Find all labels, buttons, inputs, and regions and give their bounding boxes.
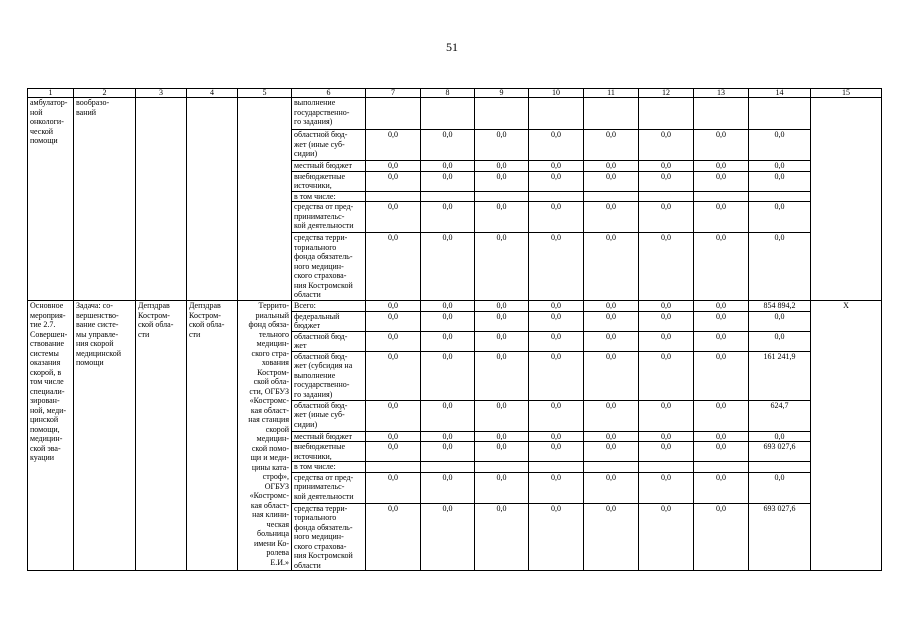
year-value-cell: 0,0 (584, 472, 639, 503)
total-value-cell: 161 241,9 (749, 351, 811, 400)
year-value-cell: 0,0 (529, 130, 584, 161)
year-value-cell: 0,0 (584, 331, 639, 351)
year-value-cell (639, 98, 694, 130)
year-value-cell: 0,0 (639, 202, 694, 233)
year-value-cell: 0,0 (529, 301, 584, 312)
column-number-cell: 9 (475, 89, 529, 98)
year-value-cell: 0,0 (584, 442, 639, 462)
budget-table (27, 88, 882, 571)
year-value-cell (529, 98, 584, 130)
year-value-cell: 0,0 (639, 431, 694, 442)
year-value-cell: 0,0 (421, 130, 475, 161)
year-value-cell: 0,0 (475, 400, 529, 431)
year-value-cell: 0,0 (639, 301, 694, 312)
merged-cell-c4: Депздрав Костром- ской обла- сти (187, 301, 238, 571)
year-value-cell: 0,0 (529, 503, 584, 571)
funding-source-label: средства терри- ториального фонда обязатель- ного медицин- ского страхова- ния Костромской области (292, 503, 366, 571)
funding-source-label: средства от пред- принимательс- кой деятельности (292, 472, 366, 503)
year-value-cell: 0,0 (529, 442, 584, 462)
year-value-cell: 0,0 (639, 161, 694, 172)
year-value-cell: 0,0 (694, 503, 749, 571)
year-value-cell: 0,0 (639, 311, 694, 331)
column-number-cell: 4 (187, 89, 238, 98)
year-value-cell: 0,0 (694, 233, 749, 301)
year-value-cell: 0,0 (639, 171, 694, 191)
funding-source-label: областной бюд- жет (субсидия на выполнение государственно- го задания) (292, 351, 366, 400)
year-value-cell (366, 191, 421, 202)
year-value-cell: 0,0 (421, 233, 475, 301)
year-value-cell (584, 191, 639, 202)
year-value-cell: 0,0 (694, 311, 749, 331)
year-value-cell: 0,0 (475, 233, 529, 301)
year-value-cell: 0,0 (584, 161, 639, 172)
year-value-cell: 0,0 (475, 161, 529, 172)
funding-source-label: областной бюд- жет (292, 331, 366, 351)
total-value-cell: 693 027,6 (749, 442, 811, 462)
year-value-cell: 0,0 (421, 311, 475, 331)
total-value-cell: 854 894,2 (749, 301, 811, 312)
year-value-cell: 0,0 (694, 431, 749, 442)
year-value-cell: 0,0 (529, 171, 584, 191)
column-number-cell: 14 (749, 89, 811, 98)
year-value-cell: 0,0 (475, 301, 529, 312)
column-number-cell: 1 (28, 89, 74, 98)
year-value-cell (694, 98, 749, 130)
funding-source-label: средства терри- ториального фонда обязатель- ного медицин- ского страхова- ния Костромской области (292, 233, 366, 301)
table-body (28, 89, 882, 571)
year-value-cell: 0,0 (421, 301, 475, 312)
year-value-cell: 0,0 (421, 472, 475, 503)
year-value-cell: 0,0 (639, 130, 694, 161)
total-value-cell: 0,0 (749, 311, 811, 331)
year-value-cell: 0,0 (584, 311, 639, 331)
year-value-cell: 0,0 (421, 400, 475, 431)
year-value-cell: 0,0 (694, 171, 749, 191)
year-value-cell (366, 462, 421, 473)
column-number-cell: 7 (366, 89, 421, 98)
year-value-cell (694, 191, 749, 202)
year-value-cell: 0,0 (639, 472, 694, 503)
year-value-cell: 0,0 (694, 161, 749, 172)
year-value-cell: 0,0 (475, 130, 529, 161)
funding-source-label: местный бюджет (292, 431, 366, 442)
merged-cell-c1: Основное мероприя- тие 2.7. Совершен- ствование системы оказания скорой, в том числе специали- зирован- ной, меди- цинской помощи, медицин- ской эва- куации (28, 301, 74, 571)
total-value-cell (749, 191, 811, 202)
year-value-cell: 0,0 (475, 311, 529, 331)
year-value-cell: 0,0 (639, 442, 694, 462)
year-value-cell: 0,0 (366, 351, 421, 400)
year-value-cell (584, 462, 639, 473)
year-value-cell (475, 191, 529, 202)
year-value-cell: 0,0 (584, 130, 639, 161)
column-number-row (28, 89, 882, 98)
year-value-cell: 0,0 (421, 351, 475, 400)
year-value-cell: 0,0 (529, 311, 584, 331)
column-number-cell: 12 (639, 89, 694, 98)
column-number-cell: 15 (811, 89, 882, 98)
funding-source-label: внебюджетные источники, (292, 171, 366, 191)
year-value-cell: 0,0 (584, 351, 639, 400)
year-value-cell (421, 191, 475, 202)
year-value-cell: 0,0 (366, 130, 421, 161)
total-value-cell: 0,0 (749, 331, 811, 351)
total-value-cell: 0,0 (749, 130, 811, 161)
total-value-cell (749, 462, 811, 473)
year-value-cell: 0,0 (694, 472, 749, 503)
column-number-cell: 11 (584, 89, 639, 98)
year-value-cell: 0,0 (639, 400, 694, 431)
year-value-cell: 0,0 (529, 202, 584, 233)
table-row (28, 98, 882, 130)
year-value-cell (694, 462, 749, 473)
year-value-cell: 0,0 (529, 400, 584, 431)
year-value-cell (366, 98, 421, 130)
table-row (28, 301, 882, 312)
year-value-cell: 0,0 (421, 202, 475, 233)
funding-source-label: областной бюд- жет (иные суб- сидии) (292, 400, 366, 431)
year-value-cell: 0,0 (475, 503, 529, 571)
year-value-cell: 0,0 (639, 503, 694, 571)
merged-cell-c5 (238, 98, 292, 301)
year-value-cell: 0,0 (421, 331, 475, 351)
column-number-cell: 10 (529, 89, 584, 98)
year-value-cell: 0,0 (529, 233, 584, 301)
year-value-cell: 0,0 (639, 233, 694, 301)
merged-cell-c2: Задача: со- вершенство- вание систе- мы управле- ния скорой медицинской помощи (74, 301, 136, 571)
column-number-cell: 13 (694, 89, 749, 98)
merged-cell-c2: вообразо- ваний (74, 98, 136, 301)
year-value-cell: 0,0 (475, 431, 529, 442)
year-value-cell: 0,0 (421, 503, 475, 571)
column-number-cell: 2 (74, 89, 136, 98)
year-value-cell: 0,0 (366, 202, 421, 233)
year-value-cell: 0,0 (529, 331, 584, 351)
funding-source-label: средства от пред- принимательс- кой деятельности (292, 202, 366, 233)
year-value-cell: 0,0 (366, 171, 421, 191)
year-value-cell: 0,0 (475, 202, 529, 233)
total-value-cell: 624,7 (749, 400, 811, 431)
column-number-cell: 3 (136, 89, 187, 98)
total-value-cell: 0,0 (749, 472, 811, 503)
year-value-cell: 0,0 (366, 503, 421, 571)
year-value-cell: 0,0 (694, 301, 749, 312)
total-value-cell (749, 98, 811, 130)
year-value-cell: 0,0 (475, 351, 529, 400)
year-value-cell: 0,0 (694, 351, 749, 400)
column-number-cell: 6 (292, 89, 366, 98)
column-number-cell: 5 (238, 89, 292, 98)
total-value-cell: 0,0 (749, 161, 811, 172)
year-value-cell: 0,0 (529, 431, 584, 442)
year-value-cell: 0,0 (694, 442, 749, 462)
merged-cell-c15 (811, 98, 882, 301)
year-value-cell: 0,0 (529, 161, 584, 172)
year-value-cell: 0,0 (421, 431, 475, 442)
year-value-cell: 0,0 (584, 233, 639, 301)
year-value-cell: 0,0 (584, 400, 639, 431)
total-value-cell: 0,0 (749, 171, 811, 191)
year-value-cell: 0,0 (584, 171, 639, 191)
year-value-cell: 0,0 (529, 472, 584, 503)
total-value-cell: 693 027,6 (749, 503, 811, 571)
year-value-cell: 0,0 (366, 331, 421, 351)
funding-source-label: в том числе: (292, 462, 366, 473)
merged-cell-c5: Террито- риальный фонд обяза- тельного медицин- ского стра- хования Костром- ской обла- сти, ОГБУЗ «Костромс- кая област- ная станция скорой медицин- ской помо- щи и меди- цины ката- строф», ОГБУЗ «Костромс- кая област- ная клини- ческая больница имени Ко- ролева Е.И.» (238, 301, 292, 571)
year-value-cell: 0,0 (475, 171, 529, 191)
year-value-cell (475, 462, 529, 473)
funding-source-label: выполнение государственно- го задания) (292, 98, 366, 130)
merged-cell-c3 (136, 98, 187, 301)
year-value-cell (475, 98, 529, 130)
year-value-cell: 0,0 (639, 351, 694, 400)
year-value-cell: 0,0 (366, 431, 421, 442)
year-value-cell: 0,0 (475, 331, 529, 351)
funding-source-label: федеральный бюджет (292, 311, 366, 331)
year-value-cell: 0,0 (421, 442, 475, 462)
year-value-cell (421, 98, 475, 130)
year-value-cell: 0,0 (366, 301, 421, 312)
merged-cell-c15: Х (811, 301, 882, 571)
year-value-cell: 0,0 (366, 472, 421, 503)
year-value-cell: 0,0 (529, 351, 584, 400)
funding-source-label: областной бюд- жет (иные суб- сидии) (292, 130, 366, 161)
year-value-cell (529, 462, 584, 473)
year-value-cell (529, 191, 584, 202)
total-value-cell: 0,0 (749, 233, 811, 301)
year-value-cell: 0,0 (366, 311, 421, 331)
year-value-cell: 0,0 (584, 431, 639, 442)
year-value-cell: 0,0 (366, 233, 421, 301)
year-value-cell: 0,0 (694, 400, 749, 431)
year-value-cell: 0,0 (584, 202, 639, 233)
year-value-cell: 0,0 (584, 301, 639, 312)
year-value-cell: 0,0 (694, 202, 749, 233)
merged-cell-c3: Депздрав Костром- ской обла- сти (136, 301, 187, 571)
merged-cell-c1: амбулатор- ной онкологи- ческой помощи (28, 98, 74, 301)
year-value-cell: 0,0 (366, 161, 421, 172)
year-value-cell: 0,0 (475, 442, 529, 462)
funding-source-label: Всего: (292, 301, 366, 312)
year-value-cell: 0,0 (421, 171, 475, 191)
year-value-cell: 0,0 (584, 503, 639, 571)
year-value-cell: 0,0 (475, 472, 529, 503)
year-value-cell: 0,0 (366, 442, 421, 462)
funding-source-label: в том числе: (292, 191, 366, 202)
year-value-cell (639, 191, 694, 202)
page-number: 51 (446, 40, 458, 54)
total-value-cell: 0,0 (749, 202, 811, 233)
funding-source-label: местный бюджет (292, 161, 366, 172)
year-value-cell: 0,0 (421, 161, 475, 172)
merged-cell-c4 (187, 98, 238, 301)
funding-source-label: внебюджетные источники, (292, 442, 366, 462)
year-value-cell: 0,0 (694, 331, 749, 351)
column-number-cell: 8 (421, 89, 475, 98)
year-value-cell: 0,0 (639, 331, 694, 351)
year-value-cell: 0,0 (366, 400, 421, 431)
total-value-cell: 0,0 (749, 431, 811, 442)
year-value-cell: 0,0 (694, 130, 749, 161)
year-value-cell (639, 462, 694, 473)
year-value-cell (421, 462, 475, 473)
year-value-cell (584, 98, 639, 130)
